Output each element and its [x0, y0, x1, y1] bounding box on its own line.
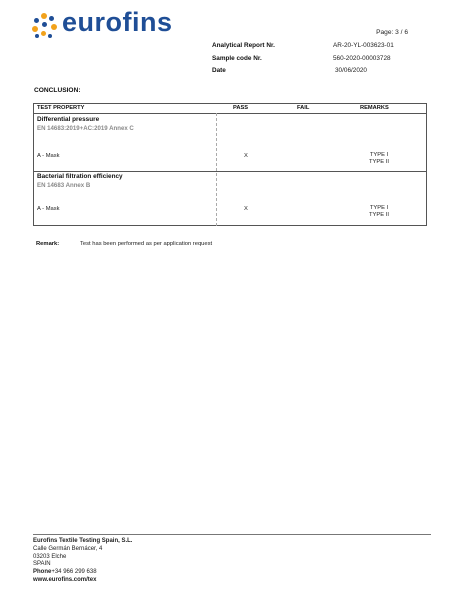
remark-type-2: TYPE II: [369, 211, 389, 218]
meta-value: 560-2020-00003728: [333, 54, 391, 62]
footer-address: [33, 538, 132, 585]
conclusion-table: [33, 103, 427, 226]
row-remarks: [349, 152, 409, 165]
footer-divider: [33, 534, 431, 535]
section-standard: EN 14683 Annex B: [37, 182, 91, 189]
footer-company: Eurofins Textile Testing Spain, S.L.: [33, 538, 133, 544]
meta-value: 30/06/2020: [335, 67, 367, 74]
section-title: Bacterial filtration efficiency: [37, 173, 123, 180]
remark-type-1: TYPE I: [369, 205, 389, 211]
meta-label: Analytical Report Nr.: [212, 42, 275, 49]
header-remarks: REMARKS: [360, 105, 389, 111]
row-item: A - Mask: [37, 206, 60, 212]
column-divider: [216, 113, 217, 226]
section-title: Differential pressure: [37, 116, 100, 123]
row-remarks: [349, 205, 409, 218]
meta-label: Sample code Nr.: [212, 54, 262, 62]
page-number: Page: 3 / 6: [376, 29, 408, 36]
meta-row-date: [212, 67, 412, 80]
header-pass: PASS: [233, 105, 249, 111]
meta-label: Date: [212, 67, 226, 74]
footer-street: Calle Germán Bernácer, 4: [33, 545, 103, 552]
row-pass-mark: X: [244, 206, 248, 212]
row-item: A - Mask: [37, 153, 60, 159]
eurofins-dots-icon: [32, 13, 60, 41]
header-fail: FAIL: [297, 105, 310, 111]
meta-row-report-nr: [212, 42, 412, 55]
footer-country: SPAIN: [33, 561, 51, 568]
eurofins-logo: [32, 7, 192, 46]
footer-website[interactable]: www.eurofins.com/tex: [33, 576, 97, 583]
remark-type-1: TYPE I: [369, 152, 389, 158]
row-pass-mark: X: [244, 153, 248, 159]
report-meta: [212, 42, 412, 80]
table-divider: [34, 171, 426, 172]
footer-phone: [33, 569, 132, 577]
footer-city: 03203 Elche: [33, 553, 67, 560]
meta-row-sample-code: [212, 55, 412, 68]
meta-value: AR-20-YL-003623-01: [333, 42, 394, 49]
table-divider: [34, 113, 426, 114]
remark-label: Remark:: [36, 241, 60, 247]
section-standard: EN 14683:2019+AC:2019 Annex C: [37, 125, 134, 132]
conclusion-heading: CONCLUSION:: [34, 87, 81, 94]
header-test-property: TEST PROPERTY: [37, 105, 85, 111]
footer-phone-label: Phone: [33, 569, 52, 576]
remark-type-2: TYPE II: [369, 158, 389, 165]
logo-wordmark: eurofins: [62, 7, 173, 37]
remark-text: Test has been performed as per application request: [80, 241, 213, 247]
footer-phone-number: +34 966 299 638: [51, 569, 97, 576]
